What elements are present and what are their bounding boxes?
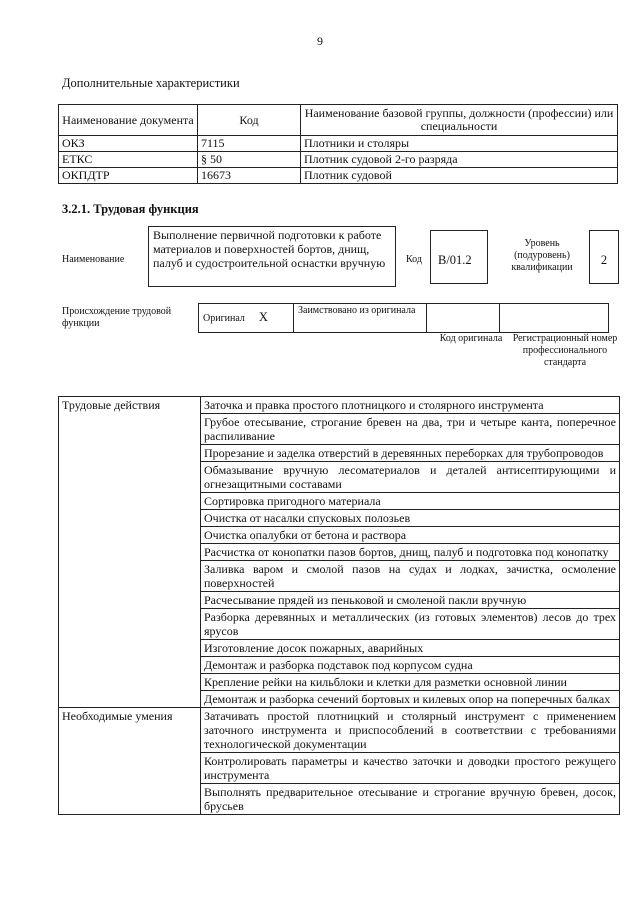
original-label: Оригинал	[203, 313, 245, 324]
labor-action-item: Обмазывание вручную лесоматериалов и деталей антисептирующими и огнезащитными составами	[201, 462, 620, 493]
labor-action-item: Изготовление досок пожарных, аварийных	[201, 640, 620, 657]
cell-code: § 50	[198, 152, 301, 168]
cell-document: ОКЗ	[59, 136, 198, 152]
cell-code: 16673	[198, 168, 301, 184]
extra-characteristics-table	[58, 104, 618, 184]
skill-item: Выполнять предварительное отесывание и строгание вручную бревен, досок, брусьев	[201, 784, 620, 815]
labor-action-item: Прорезание и заделка отверстий в деревянных переборках для трубопроводов	[201, 445, 620, 462]
labor-action-item: Расчистка от конопатки пазов бортов, днищ, палуб и подготовка под конопатку	[201, 544, 620, 561]
qualification-level-value: 2	[589, 230, 619, 284]
table-row	[59, 136, 618, 152]
labor-action-item: Демонтаж и разборка подставок под корпусом судна	[201, 657, 620, 674]
table-row	[59, 168, 618, 184]
origin-original-cell	[199, 304, 294, 333]
required-skills-label: Необходимые умения	[59, 708, 201, 815]
reg-number-cell	[500, 304, 609, 333]
column-header-code: Код	[198, 105, 301, 136]
labor-action-item: Крепление рейки на кильблоки и клетки для разметки основной линии	[201, 674, 620, 691]
labor-actions-label: Трудовые действия	[59, 397, 201, 708]
labor-action-item: Разборка деревянных и металлических (из готовых элементов) лесов до трех ярусов	[201, 609, 620, 640]
table-row	[59, 708, 620, 753]
skill-item: Контролировать параметры и качество заточки и доводки простого режущего инструмента	[201, 753, 620, 784]
cell-document: ОКПДТР	[59, 168, 198, 184]
function-details-table	[58, 396, 620, 815]
labor-action-item: Демонтаж и разборка сечений бортовых и килевых опор на поперечных балках	[201, 691, 620, 708]
origin-row	[199, 304, 609, 333]
cell-group-name: Плотник судовой 2-го разряда	[301, 152, 618, 168]
origin-label: Происхождение трудовой функции	[62, 306, 172, 329]
code-original-label: Код оригинала	[439, 333, 503, 344]
function-name-value: Выполнение первичной подготовки к работе материалов и поверхностей бортов, днищ, палуб и судостроительной оснастки вручную	[148, 226, 396, 287]
origin-table	[198, 303, 609, 333]
cell-code: 7115	[198, 136, 301, 152]
column-header-document: Наименование документа	[59, 105, 198, 136]
labor-action-item: Очистка от насалки спусковых полозьев	[201, 510, 620, 527]
cell-document: ЕТКС	[59, 152, 198, 168]
borrowed-label: Заимствовано из оригинала	[294, 304, 427, 333]
table-header-row	[59, 105, 618, 136]
cell-group-name: Плотник судовой	[301, 168, 618, 184]
original-mark: X	[258, 310, 268, 324]
labor-action-item: Заточка и правка простого плотницкого и столярного инструмента	[201, 397, 620, 414]
name-label: Наименование	[62, 254, 125, 265]
code-label: Код	[406, 254, 422, 265]
code-original-cell	[427, 304, 500, 333]
skill-item: Затачивать простой плотницкий и столярный инструмент с применением заточного инструмента и приспособлений в соответствии с требованиями технологической документации	[201, 708, 620, 753]
extra-characteristics-heading: Дополнительные характеристики	[62, 76, 240, 90]
qualification-level-label: Уровень (подуровень) квалификации	[511, 238, 573, 273]
labor-action-item: Сортировка пригодного материала	[201, 493, 620, 510]
table-row	[59, 152, 618, 168]
reg-number-label: Регистрационный номер профессионального стандарта	[512, 333, 618, 368]
labor-action-item: Грубое отесывание, строгание бревен на два, три и четыре канта, поперечное распиливание	[201, 414, 620, 445]
column-header-group-name: Наименование базовой группы, должности (профессии) или специальности	[301, 105, 618, 136]
table-row	[59, 397, 620, 414]
section-title: 3.2.1. Трудовая функция	[62, 202, 199, 216]
labor-action-item: Расчесывание прядей из пеньковой и смоленой пакли вручную	[201, 592, 620, 609]
cell-group-name: Плотники и столяры	[301, 136, 618, 152]
function-code-value: B/01.2	[430, 230, 488, 284]
labor-action-item: Заливка варом и смолой пазов на судах и лодках, зачистка, осмоление поверхностей	[201, 561, 620, 592]
labor-action-item: Очистка опалубки от бетона и раствора	[201, 527, 620, 544]
page-number: 9	[317, 34, 323, 48]
